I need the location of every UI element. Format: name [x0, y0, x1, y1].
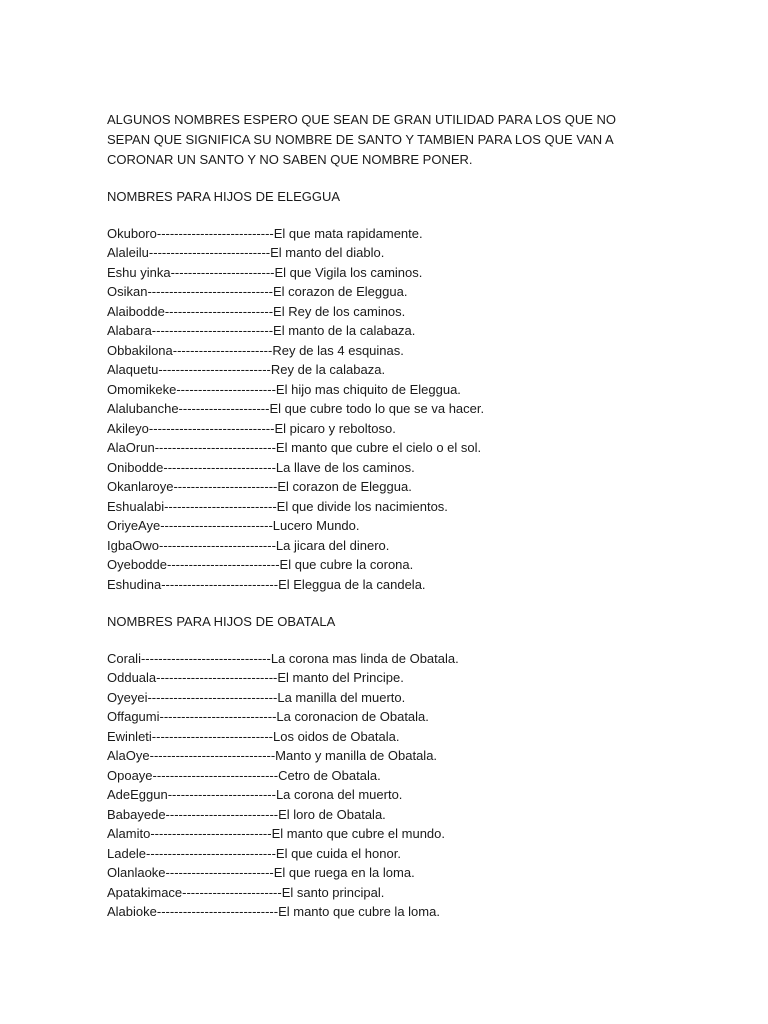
list-item: Alaleilu----------------------------El manto del diablo. — [107, 245, 385, 261]
list-item: AlaOrun----------------------------El manto que cubre el cielo o el sol. — [107, 440, 482, 456]
name-list-eleggua — [107, 224, 667, 595]
intro-line: ALGUNOS NOMBRES ESPERO QUE SEAN DE GRAN UTILIDAD PARA LOS QUE NO — [107, 112, 617, 127]
list-item: Eshu yinka------------------------El que Vigila los caminos. — [107, 264, 423, 280]
list-item: AlaOye-----------------------------Manto y manilla de Obatala. — [107, 748, 438, 764]
list-item: Omomikeke-----------------------El hijo mas chiquito de Eleggua. — [107, 381, 461, 397]
list-item: Alabara----------------------------El manto de la calabaza. — [107, 323, 416, 339]
list-item: Alaquetu--------------------------Rey de la calabaza. — [107, 362, 386, 378]
intro-paragraph — [107, 110, 667, 169]
list-item: Olanlaoke-------------------------El que ruega en la loma. — [107, 865, 415, 881]
list-item: Alaibodde-------------------------El Rey de los caminos. — [107, 303, 406, 319]
section-title-eleggua: NOMBRES PARA HIJOS DE ELEGGUA — [107, 189, 341, 205]
document-page — [107, 110, 667, 922]
list-item: Onibodde--------------------------La llave de los caminos. — [107, 459, 415, 475]
list-item: Corali------------------------------La corona mas linda de Obatala. — [107, 650, 459, 666]
list-item: Oyeyei------------------------------La manilla del muerto. — [107, 689, 406, 705]
list-item: Ewinleti----------------------------Los oidos de Obatala. — [107, 728, 400, 744]
intro-line: SEPAN QUE SIGNIFICA SU NOMBRE DE SANTO Y TAMBIEN PARA LOS QUE VAN A — [107, 131, 614, 147]
list-item: Obbakilona-----------------------Rey de las 4 esquinas. — [107, 342, 404, 358]
list-item: Alalubanche---------------------El que cubre todo lo que se va hacer. — [107, 401, 485, 417]
list-item: Alamito----------------------------El manto que cubre el mundo. — [107, 826, 445, 842]
name-list-obatala — [107, 649, 667, 922]
list-item: Akileyo-----------------------------El picaro y reboltoso. — [107, 420, 396, 436]
list-item: AdeEggun-------------------------La corona del muerto. — [107, 787, 403, 803]
list-item: Oyebodde--------------------------El que cubre la corona. — [107, 557, 414, 573]
list-item: Ladele------------------------------El que cuida el honor. — [107, 845, 401, 861]
list-item: Alabioke----------------------------El manto que cubre la loma. — [107, 904, 440, 920]
list-item: Eshualabi--------------------------El que divide los nacimientos. — [107, 498, 448, 514]
list-item: Odduala----------------------------El manto del Principe. — [107, 670, 404, 686]
list-item: Okanlaroye------------------------El corazon de Eleggua. — [107, 479, 412, 495]
list-item: Osikan-----------------------------El corazon de Eleggua. — [107, 284, 408, 300]
list-item: Okuboro---------------------------El que mata rapidamente. — [107, 225, 423, 241]
intro-line: CORONAR UN SANTO Y NO SABEN QUE NOMBRE PONER. — [107, 151, 473, 167]
list-item: Opoaye-----------------------------Cetro de Obatala. — [107, 767, 381, 783]
list-item: Babayede--------------------------El loro de Obatala. — [107, 806, 386, 822]
list-item: Apatakimace-----------------------El santo principal. — [107, 884, 385, 900]
list-item: OriyeAye--------------------------Lucero Mundo. — [107, 518, 360, 534]
list-item: IgbaOwo---------------------------La jicara del dinero. — [107, 537, 390, 553]
list-item: Offagumi---------------------------La coronacion de Obatala. — [107, 709, 429, 725]
list-item: Eshudina---------------------------El Eleggua de la candela. — [107, 576, 426, 592]
section-title-obatala: NOMBRES PARA HIJOS DE OBATALA — [107, 614, 336, 630]
